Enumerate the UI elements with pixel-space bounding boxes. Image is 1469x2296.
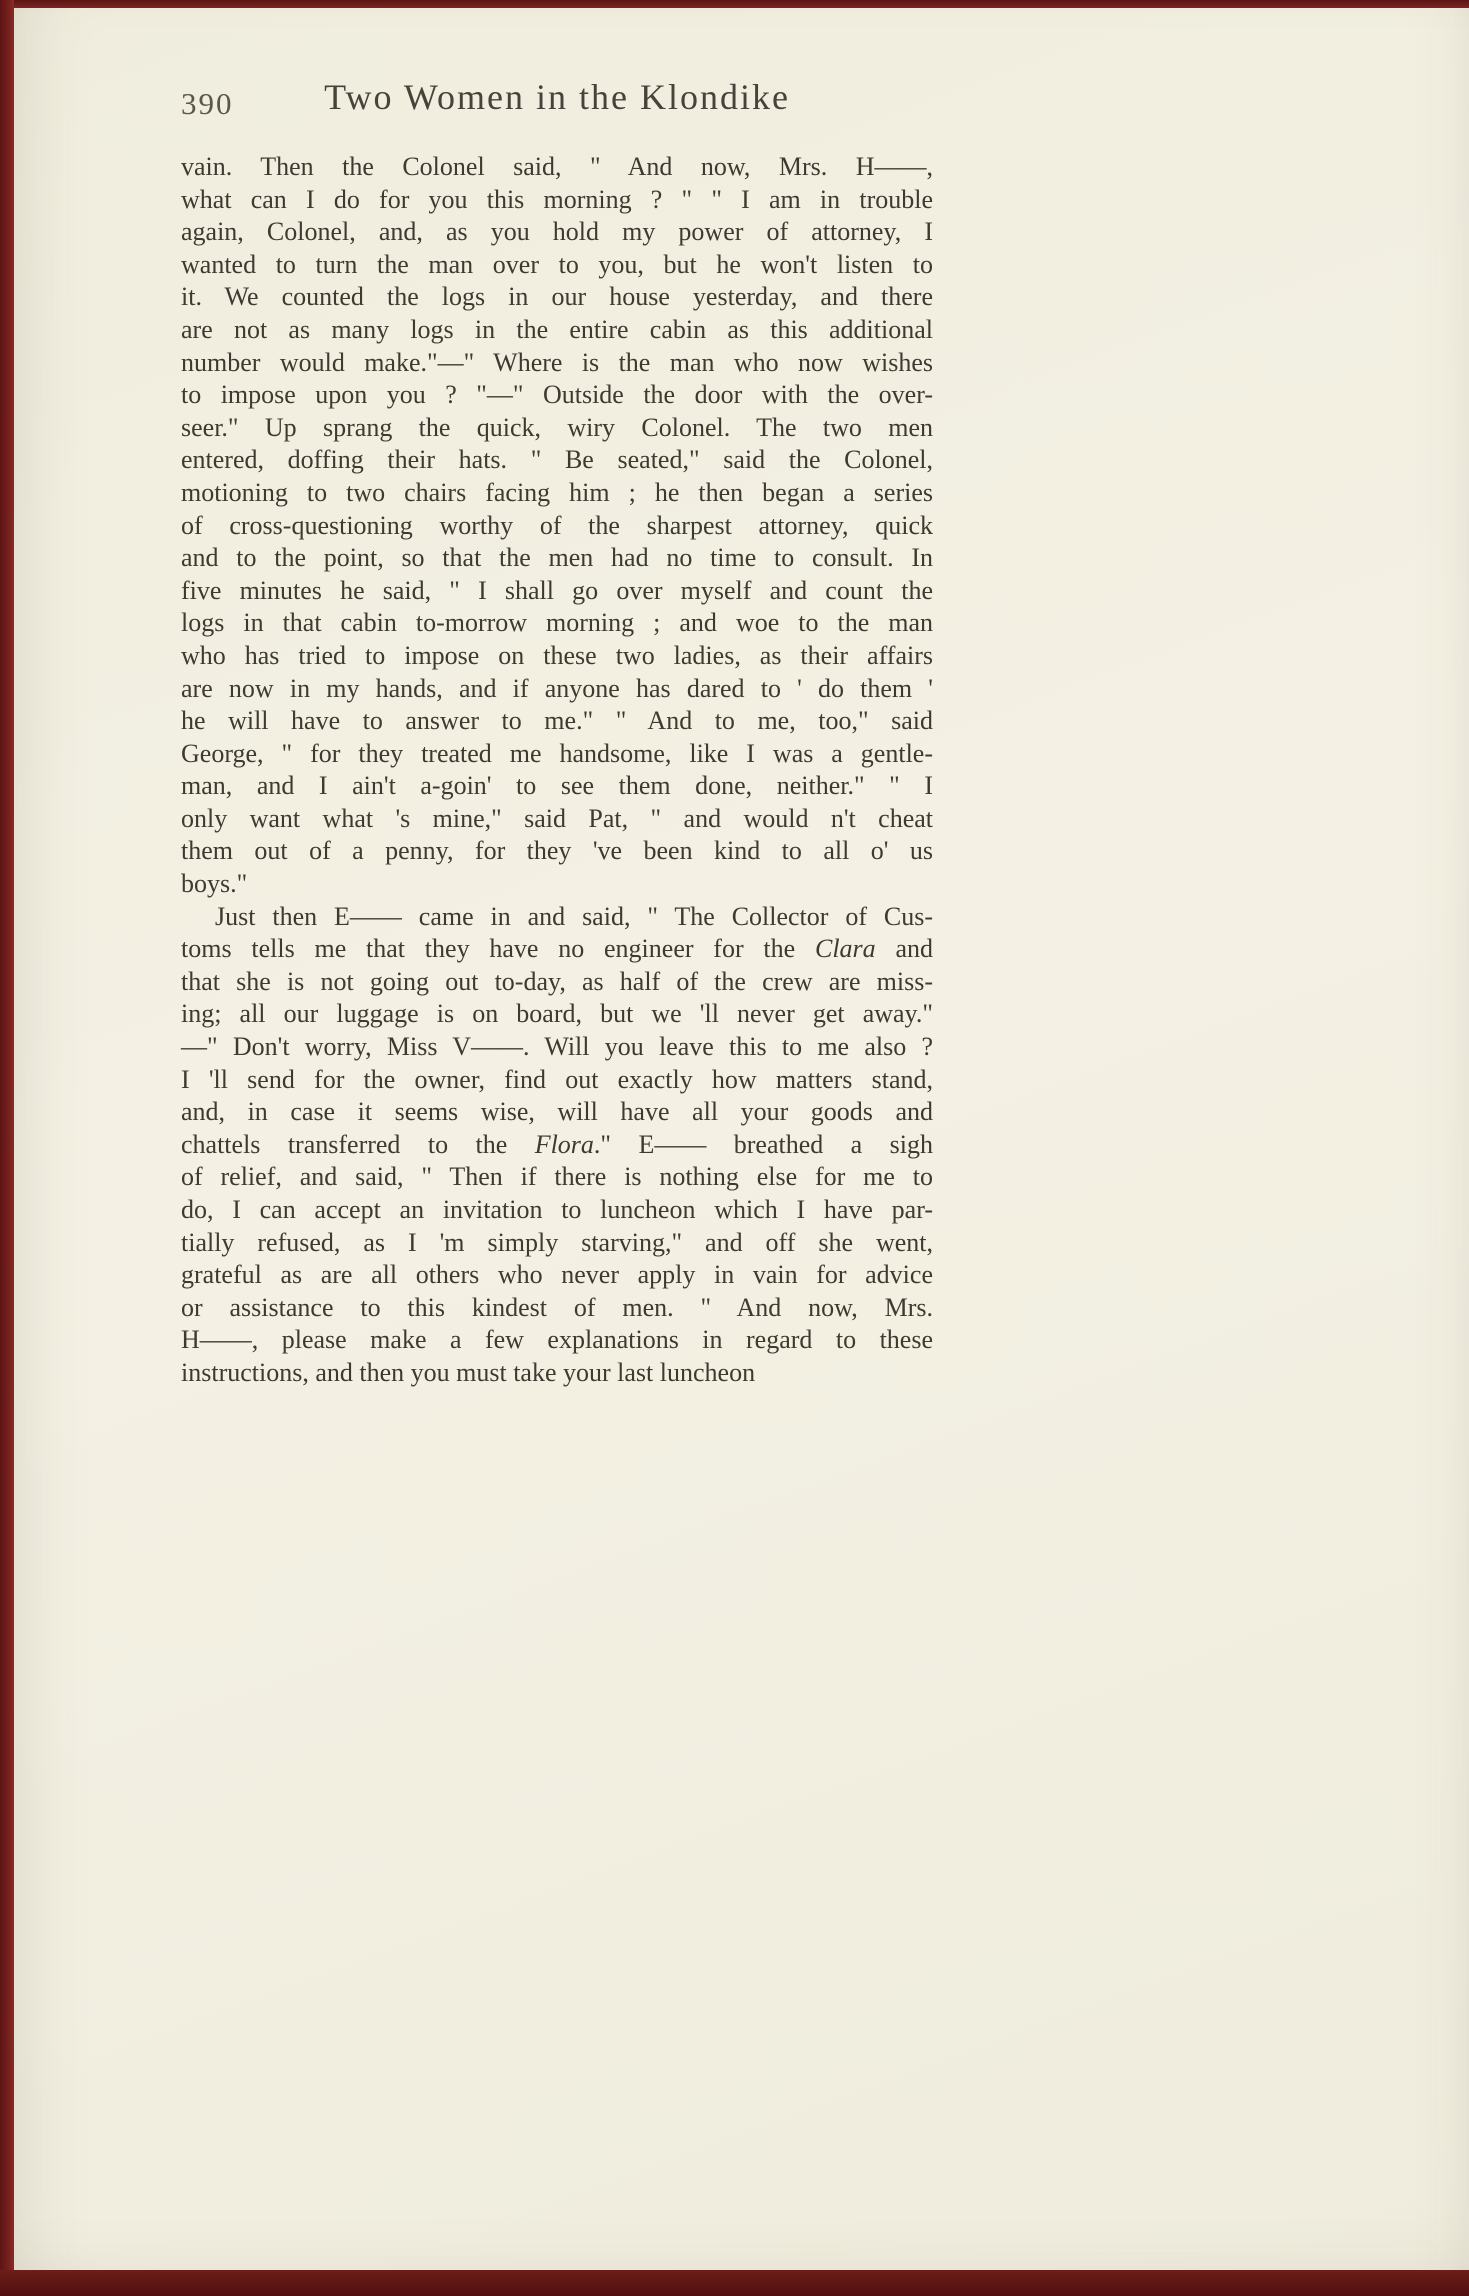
text-line: entered, doffing their hats. " Be seated," said the Colonel, <box>181 445 933 475</box>
scan-edge-bottom <box>0 2270 1469 2296</box>
text-line: and to the point, so that the men had no time to consult. In <box>181 543 933 573</box>
text-line: logs in that cabin to-morrow morning ; and woe to the man <box>181 608 933 638</box>
text-line: I 'll send for the owner, find out exactly how matters stand, <box>181 1064 933 1094</box>
text-line: it. We counted the logs in our house yesterday, and there <box>181 282 933 312</box>
text-line: grateful as are all others who never apply in vain for advice <box>181 1260 933 1290</box>
text-line: wanted to turn the man over to you, but he won't listen to <box>181 249 933 279</box>
text-line: or assistance to this kindest of men. " And now, Mrs. <box>181 1292 933 1322</box>
scan-edge-top <box>0 0 1469 8</box>
text-line: vain. Then the Colonel said, " And now, Mrs. H——, <box>181 152 933 181</box>
text-line: instructions, and then you must take your last luncheon <box>181 1357 756 1387</box>
text-line: that she is not going out to-day, as half of the crew are miss- <box>181 966 933 996</box>
text-line: of relief, and said, " Then if there is nothing else for me to <box>181 1162 933 1192</box>
text-line: seer." Up sprang the quick, wiry Colonel. The two men <box>181 412 933 442</box>
text-line: of cross-questioning worthy of the sharpest attorney, quick <box>181 510 933 540</box>
text-line: George, " for they treated me handsome, like I was a gentle- <box>181 738 933 768</box>
text-line: tially refused, as I 'm simply starving," and off she went, <box>181 1227 933 1257</box>
body-text <box>181 151 933 1390</box>
text-line: H——, please make a few explanations in regard to these <box>181 1325 933 1355</box>
scan-edge-left <box>0 0 14 2296</box>
text-line: —" Don't worry, Miss V——. Will you leave this to me also ? <box>181 1032 933 1062</box>
text-line: Just then E—— came in and said, " The Collector of Cus- <box>215 901 933 931</box>
text-line: what can I do for you this morning ? " " I am in trouble <box>181 184 933 214</box>
text-line: he will have to answer to me." " And to me, too," said <box>181 706 933 736</box>
text-line: them out of a penny, for they 've been kind to all o' us <box>181 836 933 866</box>
text-line: motioning to two chairs facing him ; he then began a series <box>181 477 933 507</box>
text-line: only want what 's mine," said Pat, " and would n't cheat <box>181 803 933 833</box>
page-number: 390 <box>181 86 234 121</box>
text-line: boys." <box>181 869 248 899</box>
running-title: Two Women in the Klondike <box>324 77 790 117</box>
text-line: are not as many logs in the entire cabin as this additional <box>181 314 933 344</box>
text-line: man, and I ain't a-goin' to see them done, neither." " I <box>181 771 933 801</box>
text-line: toms tells me that they have no engineer for the Clara and <box>181 934 934 964</box>
text-line: ing; all our luggage is on board, but we 'll never get away." <box>181 999 933 1029</box>
text-line: are now in my hands, and if anyone has dared to ' do them ' <box>181 673 933 703</box>
text-line: five minutes he said, " I shall go over myself and count the <box>181 575 933 605</box>
text-line: to impose upon you ? "—" Outside the door with the over- <box>181 380 933 410</box>
text-line: chattels transferred to the Flora." E—— breathed a sigh <box>181 1129 933 1159</box>
text-line: do, I can accept an invitation to luncheon which I have par- <box>181 1195 933 1224</box>
text-line: again, Colonel, and, as you hold my power of attorney, I <box>181 217 933 247</box>
text-line: who has tried to impose on these two ladies, as their affairs <box>181 640 933 670</box>
text-line: number would make."—" Where is the man who now wishes <box>181 347 933 377</box>
text-line: and, in case it seems wise, will have all your goods and <box>181 1097 933 1127</box>
page-header <box>181 76 933 136</box>
